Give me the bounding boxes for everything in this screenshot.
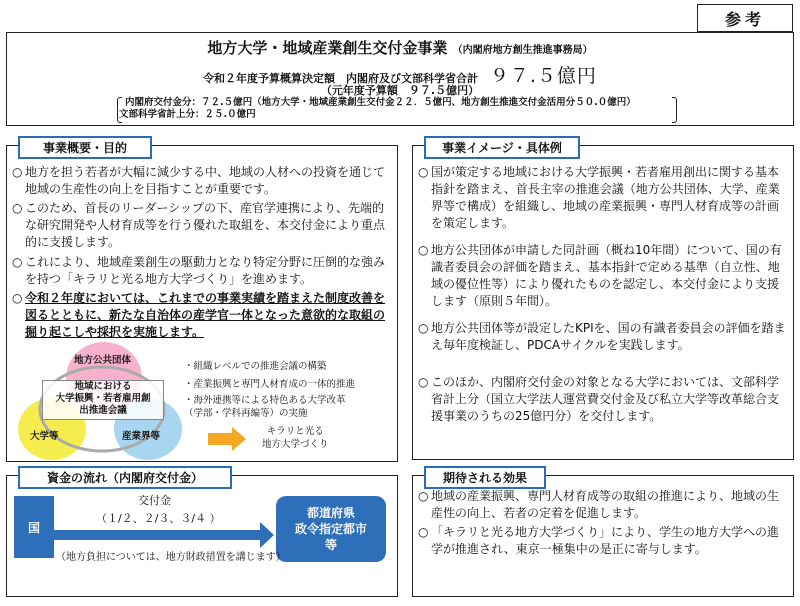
funds-note: （地方負担については、地方財政措置を講じます） [56, 552, 286, 563]
venn-center-label: 地域における 大学振興・若者雇用創 出推進会議 [42, 380, 164, 420]
result-text: キラリと光る 地方大学づくり [262, 426, 329, 450]
breakdown-line-1: 内閣府交付金分：７２.５億円（地方大学・地域産業創生交付金２２．５億円、地方創生推進交付金活用分５０.０億円） [125, 97, 636, 108]
item-marker: ○ [418, 489, 429, 503]
image-title: 事業イメージ・具体例 [424, 136, 580, 159]
page-title [7, 37, 793, 58]
budget-amount: ９７.５億円 [489, 65, 597, 87]
effects-item-1: ○ 地域の産業振興、専門人材育成等の取組の推進により、地域の生産性の向上、若者の定着を促進します。 [418, 489, 780, 520]
effects-title: 期待される効果 [424, 466, 546, 489]
item-marker: ○ [418, 321, 429, 335]
budget-breakdown [117, 97, 677, 123]
image-item-4: ○ このほか、内閣府交付金の対象となる大学においては、文部科学省計上分（国立大学法人運営費交付金及び私立大学等改革総合支援事業のうちの25億円分）を交付します。 [418, 375, 780, 423]
funds-ratio: （１/２、２/３、３/４ ） [96, 512, 221, 525]
image-item-1: ○ 国が策定する地域における大学振興・若者雇用創出に関する基本指針を踏まえ、首長主宰の推進会議（地方公共団体、大学、産業界等で構成）を組織し、地域の産業振興・専門人材育成等の計画を策定します。 [418, 165, 780, 230]
overview-item-3: ○ これにより、地域産業創生の駆動力となり特定分野に圧倒的な強みを持つ「キラリと光る地方大学づくり」を進めます。 [12, 255, 386, 286]
org-text: （内閣府地方創生推進事務局） [452, 45, 593, 56]
overview-bullet-3: ・海外連携等による特色ある大学改革 （学部・学科再編等）の実施 [184, 395, 346, 419]
item-marker: ○ [418, 165, 429, 179]
title-text: 地方大学・地域産業創生交付金事業 [207, 39, 448, 57]
funds-label: 交付金 [138, 494, 171, 507]
breakdown-line-2: 文部科学省計上分：２５.０億円 [119, 109, 256, 120]
item-marker: ○ [418, 243, 429, 257]
result-arrow-icon [208, 427, 248, 451]
venn-label-top: 地方公共団体 [74, 355, 132, 366]
funds-to-box: 都道府県 政令指定都市 等 [276, 496, 386, 562]
overview-item-2: ○ このため、首長のリーダーシップの下、産官学連携により、先端的な研究開発や人材育成等を行う優れた取組を、本交付金により重点的に支援します。 [12, 201, 386, 249]
overview-item-1: ○ 地方を担う若者が大幅に減少する中、地域の人材への投資を通じて地域の生産性の向上を目指すことが重要です。 [12, 165, 386, 196]
overview-title: 事業概要・目的 [18, 136, 152, 159]
item-marker: ○ [12, 165, 23, 179]
overview-bullet-1: ・組織レベルでの推進会議の構築 [184, 361, 327, 372]
reference-tag: 参考 [697, 4, 793, 32]
header-box [6, 32, 794, 126]
venn-label-right: 産業界等 [122, 431, 161, 442]
image-item-2: ○ 地方公共団体が申請した同計画（概ね10年間）について、国の有識者委員会の評価を踏まえ、基本指針で定める基準（自立性、地域の優位性等）により優れたものを認定し、本交付金により支援します（原則５年間）。 [418, 243, 782, 308]
item-marker: ○ [418, 375, 429, 389]
funds-title: 資金の流れ（内閣府交付金） [18, 466, 232, 489]
item-marker: ○ [12, 291, 23, 305]
overview-item-4: ○ 令和２年度においては、これまでの事業実績を踏まえた制度改善を図るとともに、新たな自治体の産学官一体となった意欲的な取組の掘り起こしや採択を実施します。 [12, 291, 386, 339]
item-marker: ○ [418, 525, 429, 539]
budget-label: 令和２年度予算概算決定額 内閣府及び文部科学省合計 [203, 72, 479, 85]
image-item-3: ○ 地方公共団体等が設定したKPIを、国の有識者委員会の評価を踏まえ毎年度検証し、PDCAサイクルを実践します。 [418, 321, 786, 352]
funds-arrow-icon [54, 522, 276, 548]
item-marker: ○ [12, 201, 23, 215]
previous-year-budget: （元年度予算額 ９７.５億円） [320, 84, 480, 97]
funds-from-box: 国 [14, 496, 54, 558]
bracket-right [672, 97, 677, 123]
overview-bullet-2: ・産業振興と専門人材育成の一体的推進 [184, 379, 356, 390]
effects-item-2: ○ 「キラリと光る地方大学づくり」により、学生の地方大学への進学が推進され、東京一極集中の是正に寄与します。 [418, 525, 780, 556]
venn-label-left: 大学等 [30, 431, 59, 442]
item-marker: ○ [12, 255, 23, 269]
